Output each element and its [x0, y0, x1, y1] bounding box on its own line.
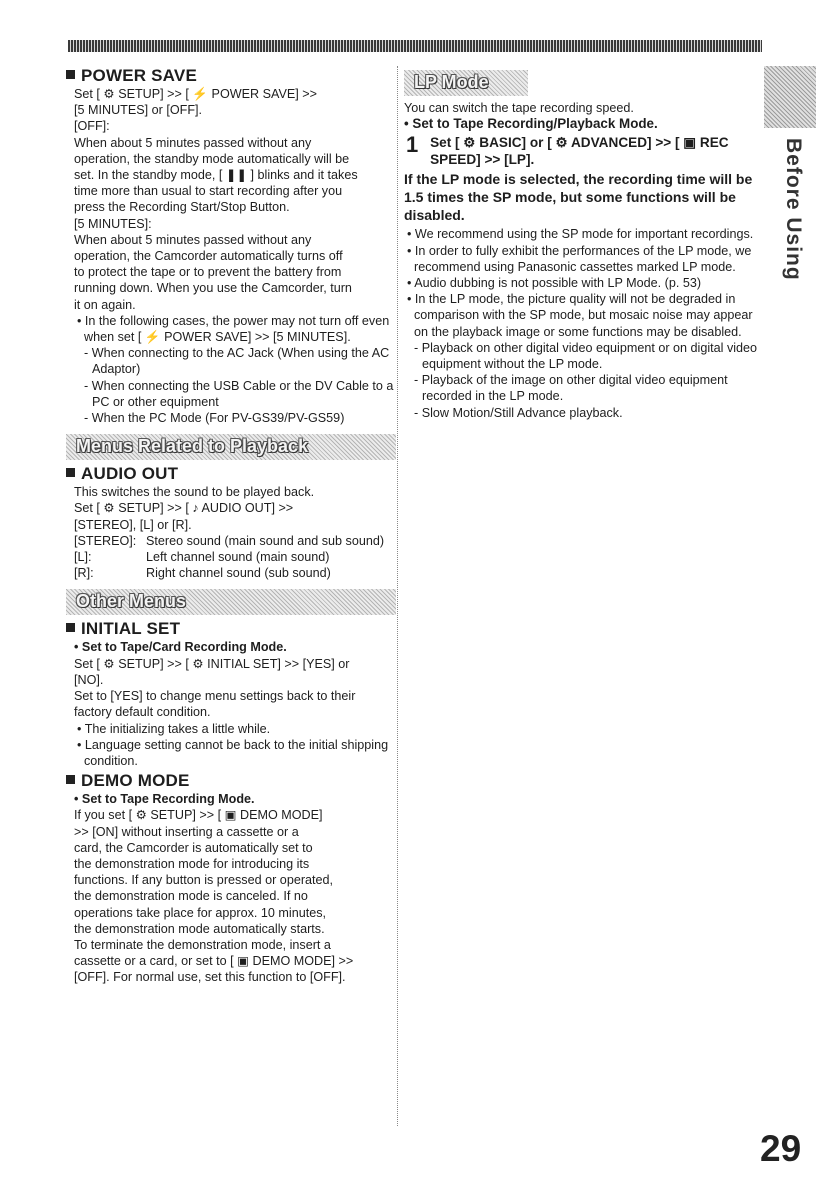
text-line: >> [ON] without inserting a cassette or a [74, 824, 299, 839]
note-bullet: • In the LP mode, the picture quality will not be degraded in comparison with the SP mode, but mosaic noise may appear on the playback image or some functions may be disabled. [404, 291, 764, 340]
note-dash: - Slow Motion/Still Advance playback. [404, 405, 764, 421]
option-value: Left channel sound (main sound) [146, 550, 330, 565]
text-line: time more than usual to start recording after you [74, 184, 343, 199]
option-value: Right channel sound (sub sound) [146, 566, 331, 581]
text-line: it on again. [74, 297, 136, 312]
audio-out-heading: AUDIO OUT [66, 464, 396, 484]
text-line: card, the Camcorder is automatically set to [74, 840, 313, 855]
bullet-square-icon [66, 468, 75, 477]
text-line: Set to [YES] to change menu settings back to their [74, 689, 356, 704]
lp-intro: You can switch the tape recording speed. [404, 101, 634, 115]
column-divider [397, 66, 398, 1126]
note-bullet: • We recommend using the SP mode for important recordings. [404, 226, 764, 242]
option-value: Stereo sound (main sound and sub sound) [146, 533, 385, 548]
note-dash: - When connecting the USB Cable or the DV Cable to a PC or other equipment [74, 378, 396, 410]
demo-mode-heading: DEMO MODE [66, 771, 396, 791]
text-line: press the Recording Start/Stop Button. [74, 200, 290, 215]
option-key: [STEREO]: [74, 533, 137, 548]
lp-warning: If the LP mode is selected, the recording time will be 1.5 times the SP mode, but some functions will be disabled. [404, 171, 753, 224]
right-column [404, 66, 764, 421]
note-dash: - Playback on other digital video equipment or on digital video equipment without the LP mode. [404, 340, 764, 372]
mode-subheading: • Set to Tape Recording Mode. [74, 791, 396, 807]
mode-subheading: • Set to Tape Recording/Playback Mode. [404, 116, 764, 132]
text-line: [OFF]: [74, 119, 110, 134]
text-line: running down. When you use the Camcorder, turn [74, 281, 352, 296]
note-bullet: • Language setting cannot be back to the initial shipping condition. [74, 737, 396, 769]
text-line: cassette or a card, or set to [ ▣ DEMO MODE] >> [74, 954, 354, 969]
top-header-bar [68, 40, 762, 52]
mode-subheading: • Set to Tape/Card Recording Mode. [74, 639, 396, 655]
text-line: functions. If any button is pressed or operated, [74, 873, 334, 888]
side-tab-marker [764, 66, 816, 128]
text-line: [OFF]. For normal use, set this function to [OFF]. [74, 970, 346, 985]
bullet-square-icon [66, 623, 75, 632]
power-save-heading: POWER SAVE [66, 66, 396, 86]
page-number: 29 [760, 1128, 802, 1169]
step-text: Set [ ⚙ BASIC] or [ ⚙ ADVANCED] >> [ ▣ REC SPEED] >> [LP]. [430, 135, 729, 168]
text-line: Set [ ⚙ SETUP] >> [ ⚙ INITIAL SET] >> [YES] or [74, 656, 350, 671]
left-column [66, 66, 396, 986]
text-line: the demonstration mode for introducing its [74, 856, 310, 871]
text-line: [5 MINUTES]: [74, 216, 152, 231]
power-save-section [66, 66, 396, 426]
option-key: [R]: [74, 566, 94, 581]
note-bullet: • In the following cases, the power may not turn off even when set [ ⚡ POWER SAVE] >> [5 MINUTES]. [74, 313, 396, 345]
step-number: 1 [406, 132, 419, 158]
text-line: Set [ ⚙ SETUP] >> [ ⚡ POWER SAVE] >> [74, 87, 318, 101]
text-line: [5 MINUTES] or [OFF]. [74, 103, 203, 118]
text-line: the demonstration mode automatically starts. [74, 921, 325, 936]
initial-set-heading: INITIAL SET [66, 619, 396, 639]
audio-out-section [66, 464, 396, 581]
text-line: If you set [ ⚙ SETUP] >> [ ▣ DEMO MODE] [74, 808, 323, 823]
text-line: This switches the sound to be played back. [74, 485, 315, 500]
audio-options-table [74, 533, 396, 582]
menus-related-playback-banner: Menus Related to Playback [66, 434, 396, 460]
text-line: When about 5 minutes passed without any [74, 232, 312, 247]
text-line: Set [ ⚙ SETUP] >> [ ♪ AUDIO OUT] >> [74, 501, 294, 516]
text-line: [NO]. [74, 672, 104, 687]
text-line: When about 5 minutes passed without any [74, 135, 312, 150]
note-dash: - When the PC Mode (For PV-GS39/PV-GS59) [74, 410, 396, 426]
note-bullet: • In order to fully exhibit the performances of the LP mode, we recommend using Panasonic cassettes marked LP mode. [404, 243, 764, 275]
text-line: [STEREO], [L] or [R]. [74, 517, 192, 532]
text-line: factory default condition. [74, 705, 211, 720]
text-line: operation, the standby mode automatically will be [74, 151, 350, 166]
lp-mode-banner: LP Mode [404, 70, 528, 96]
note-bullet: • The initializing takes a little while. [74, 721, 396, 737]
bullet-square-icon [66, 70, 75, 79]
text-line: set. In the standby mode, [ ❚❚ ] blinks and it takes [74, 168, 358, 183]
note-bullet: • Audio dubbing is not possible with LP Mode. (p. 53) [404, 275, 764, 291]
text-line: operations take place for approx. 10 minutes, [74, 905, 327, 920]
option-key: [L]: [74, 550, 92, 565]
note-dash: - Playback of the image on other digital video equipment recorded in the LP mode. [404, 372, 764, 404]
text-line: to protect the tape or to prevent the battery from [74, 265, 342, 280]
bullet-square-icon [66, 775, 75, 784]
text-line: To terminate the demonstration mode, insert a [74, 937, 331, 952]
step-1 [404, 134, 764, 168]
initial-set-section [66, 619, 396, 769]
other-menus-banner: Other Menus [66, 589, 396, 615]
text-line: operation, the Camcorder automatically turns off [74, 249, 343, 264]
text-line: the demonstration mode is canceled. If no [74, 889, 308, 904]
note-dash: - When connecting to the AC Jack (When using the AC Adaptor) [74, 345, 396, 377]
side-tab-label: Before Using [782, 138, 805, 281]
demo-mode-section [66, 771, 396, 985]
